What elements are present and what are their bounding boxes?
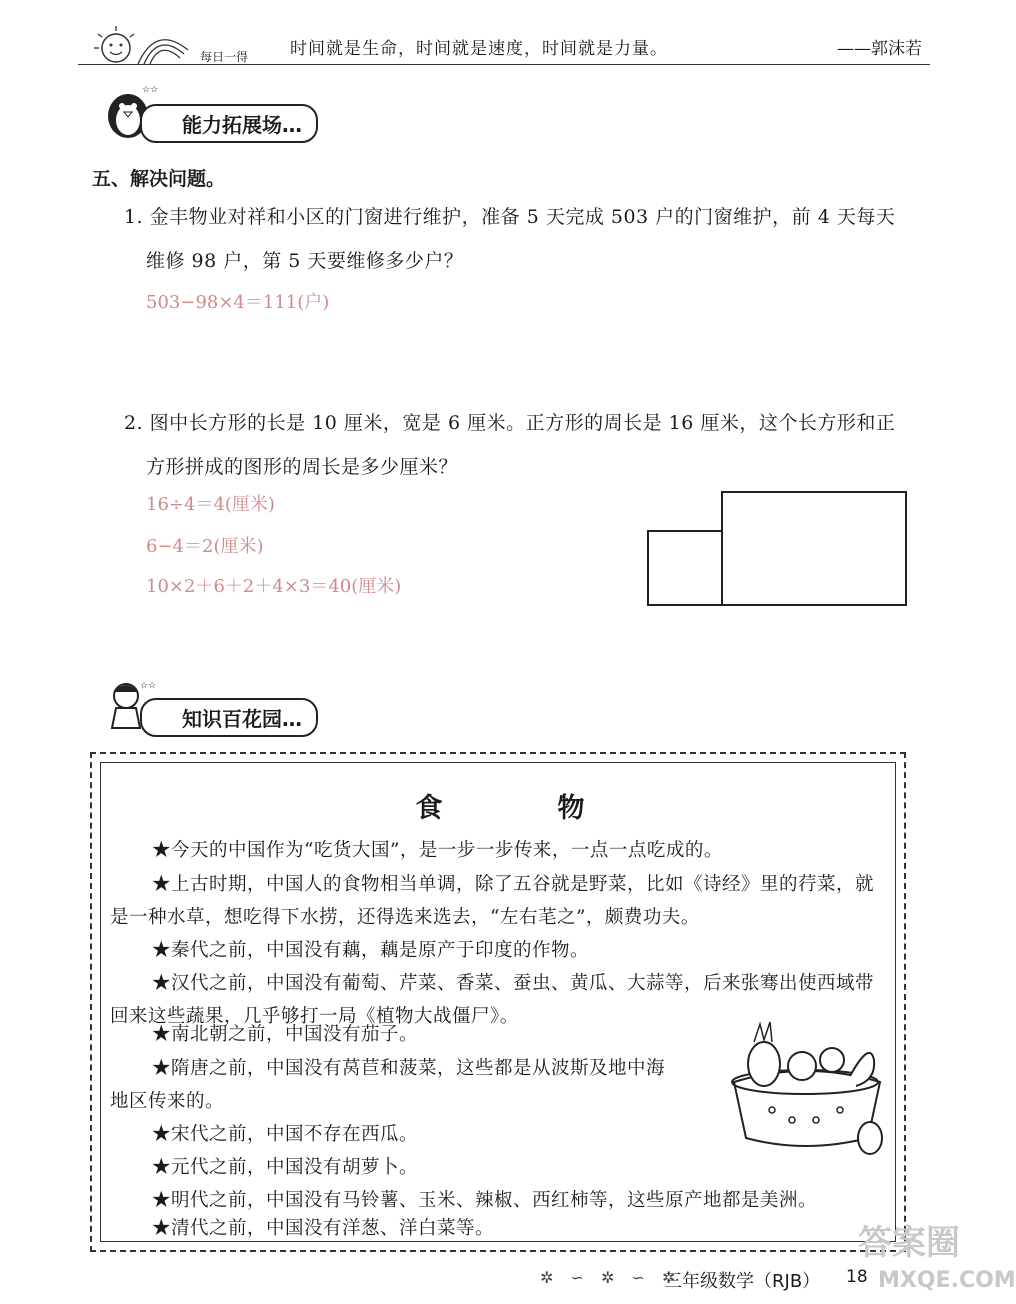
question-2-answer-1: 16÷4＝4(厘米) [146,494,275,515]
knowledge-title: 食 物 [415,793,629,824]
knowledge-banner: 知识百花园… [140,698,318,737]
svg-text:☆☆: ☆☆ [142,85,159,95]
knowledge-line: ★上古时期，中国人的食物相当单调，除了五谷就是野菜，比如《诗经》里的荇菜，就 [152,874,875,895]
knowledge-line: ★南北朝之前，中国没有茄子。 [152,1024,419,1045]
header-author: ——郭沫若 [837,39,922,59]
section-heading: 五、解决问题。 [92,168,226,190]
daily-badge: 每日一得 [200,50,249,64]
knowledge-line: ★今天的中国作为“吃货大国”，是一步一步传来，一点一点吃成的。 [152,840,723,861]
knowledge-line: ★汉代之前，中国没有葡萄、芹菜、香菜、蚕虫、黄瓜、大蒜等，后来张骞出使西域带 [152,973,875,994]
fruit-basket-icon [720,1020,890,1160]
knowledge-line: ★明代之前，中国没有马铃薯、玉米、辣椒、西红柿等，这些原产地都是美洲。 [152,1190,818,1211]
footer-decoration: ✲ ∽ ✲ ∽ ✲ [540,1268,682,1287]
knowledge-line: ★清代之前，中国没有洋葱、洋白菜等。 [152,1218,495,1239]
knowledge-line: 地区传来的。 [110,1091,225,1112]
header-motto: 时间就是生命，时间就是速度，时间就是力量。 [290,39,668,59]
rectangle-square-figure [640,484,912,612]
sun-icon [88,20,198,74]
rectangle-shape [722,492,906,605]
header-rule [78,64,930,65]
question-1-line-2: 维修 98 户，第 5 天要维修多少户？ [146,250,464,272]
watermark: 答案圈 [858,1223,960,1263]
question-2-line-2: 方形拼成的图形的周长是多少厘米？ [146,456,459,478]
knowledge-line: 回来这些蔬果，几乎够打一局《植物大战僵尸》。 [110,1006,519,1027]
knowledge-line: ★秦代之前，中国没有藕，藕是原产于印度的作物。 [152,940,590,961]
question-2-line-1: 2. 图中长方形的长是 10 厘米，宽是 6 厘米。正方形的周长是 16 厘米，这个长方形和正 [124,412,896,434]
square-shape [648,531,722,605]
knowledge-line: ★隋唐之前，中国没有莴苣和菠菜，这些都是从波斯及地中海 [152,1058,666,1079]
svg-text:☆☆: ☆☆ [140,681,157,691]
ability-banner: 能力拓展场… [140,104,318,143]
question-2-answer-2: 6−4＝2(厘米) [146,536,264,557]
footer-subject: 三年级数学（RJB） [664,1271,821,1292]
knowledge-line: ★元代之前，中国没有胡萝卜。 [152,1157,419,1178]
question-2-answer-3: 10×2＋6＋2＋4×3＝40(厘米) [146,576,402,597]
knowledge-line: ★宋代之前，中国不存在西瓜。 [152,1124,419,1145]
knowledge-line: 是一种水草，想吃得下水捞，还得选来选去，“左右芼之”，颇费功夫。 [110,907,700,928]
watermark-sub: MXQE.COM [878,1268,1016,1293]
question-1-answer: 503−98×4＝111(户) [146,292,330,313]
page-number: 18 [846,1267,868,1287]
question-1-line-1: 1. 金丰物业对祥和小区的门窗进行维护，准备 5 天完成 503 户的门窗维护，前 4 天每天 [124,206,896,228]
